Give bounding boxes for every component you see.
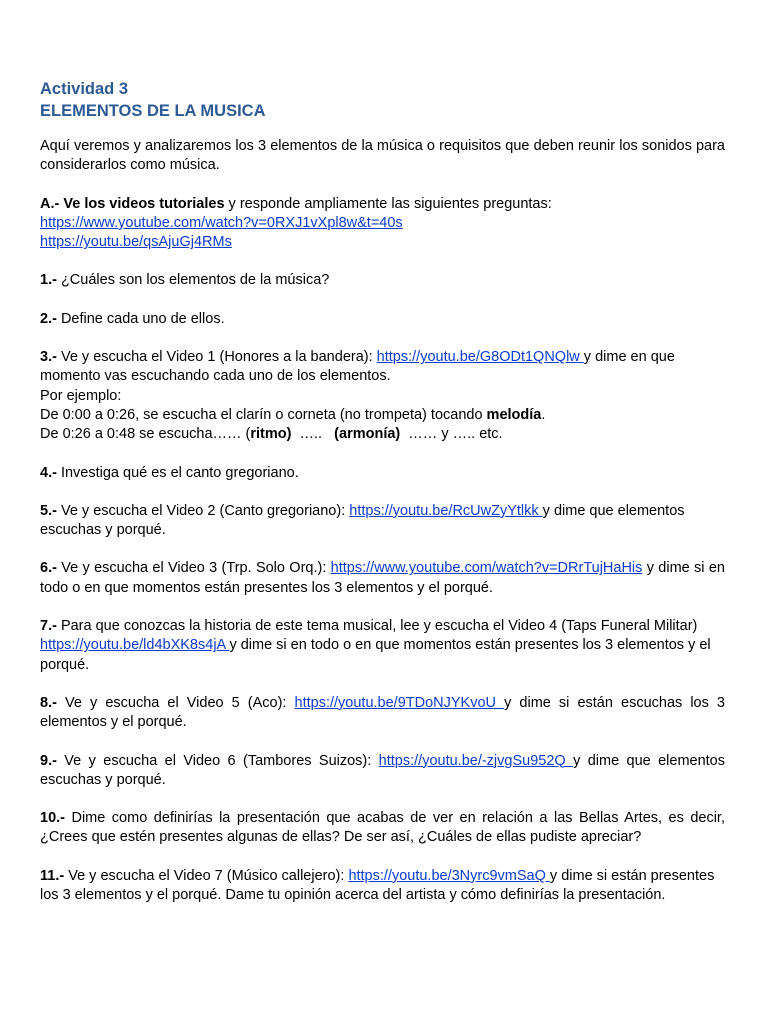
question-2-text: Define cada uno de ellos. (56, 310, 225, 327)
question-5-text: Ve y escucha el Video 2 (Canto gregoriano): (56, 502, 350, 519)
question-3 (40, 348, 725, 444)
question-1 (40, 271, 725, 290)
question-8-number: 8.- (40, 694, 57, 711)
video-3-link[interactable]: https://www.youtube.com/watch?v=DRrTujHaHis (330, 560, 643, 577)
question-9 (40, 752, 725, 791)
example-2-dots: ….. (291, 426, 335, 443)
tutorial-link-2[interactable]: https://youtu.be/qsAjuGj4RMs (40, 234, 232, 251)
question-7-text: Para que conozcas la historia de este tema musical, lee y escucha el Video 4 (Taps Funeral Militar) (56, 618, 698, 635)
question-6-text-end: y dime si en todo o en que momentos están presentes los 3 elementos y el porqué. (40, 560, 725, 596)
question-5 (40, 502, 725, 541)
question-4 (40, 464, 725, 483)
example-line-1 (40, 406, 725, 425)
intro-paragraph: Aquí veremos y analizaremos los 3 elementos de la música o requisitos que deben reunir los sonidos para considerarlos como música. (40, 138, 725, 174)
tutorial-link-1[interactable]: https://www.youtube.com/watch?v=0RXJ1vXpl8w&t=40s (40, 214, 403, 231)
question-1-number: 1.- (40, 272, 57, 289)
video-7-link[interactable]: https://youtu.be/3Nyrc9vmSaQ (348, 867, 550, 884)
video-5-link[interactable]: https://youtu.be/9TDoNJYKvoU (294, 694, 505, 711)
question-2 (40, 310, 725, 329)
question-9-text-end: y dime que elementos escuchas y porqué. (40, 752, 726, 788)
section-a-label: A.- Ve los videos tutoriales (40, 195, 225, 212)
example-1-bold: melodía (486, 406, 542, 423)
example-2-end: …… y ….. etc. (400, 426, 503, 443)
question-11-number: 11.- (40, 867, 65, 884)
question-6-number: 6.- (40, 560, 57, 577)
question-8-text-end: y dime si están escuchas los 3 elementos y el porqué. (40, 694, 725, 731)
question-8 (40, 694, 725, 733)
question-11-text: Ve y escucha el Video 7 (Músico callejero): (64, 867, 349, 884)
section-a-text: y responde ampliamente las siguientes preguntas: (224, 195, 552, 212)
question-1-text: ¿Cuáles son los elementos de la música? (56, 272, 330, 289)
section-a (40, 195, 725, 253)
example-2-bold-armonia: (armonía) (334, 426, 401, 443)
question-8-text: Ve y escucha el Video 5 (Aco): (56, 694, 295, 711)
page-title: ELEMENTOS DE LA MUSICA (40, 102, 266, 120)
video-4-link[interactable]: https://youtu.be/ld4bXK8s4jA (40, 637, 230, 654)
example-line-2 (40, 425, 725, 444)
example-1-text: De 0:00 a 0:26, se escucha el clarín o corneta (no trompeta) tocando (40, 406, 487, 423)
question-7 (40, 617, 725, 675)
video-1-link[interactable]: https://youtu.be/G8ODt1QNQlw (376, 349, 584, 366)
video-6-link[interactable]: https://youtu.be/-zjvgSu952Q (378, 752, 574, 769)
example-2-text: De 0:26 a 0:48 se escucha…… ( (40, 426, 251, 443)
question-3-text-end: y dime en que momento vas escuchando cada uno de los elementos. (40, 349, 675, 385)
activity-number: Actividad 3 (40, 80, 129, 98)
question-2-number: 2.- (40, 310, 57, 327)
question-7-text-end: y dime si en todo o en que momentos están presentes los 3 elementos y el porqué. (40, 637, 711, 673)
example-2-bold-ritmo: ritmo) (250, 426, 292, 443)
question-9-text: Ve y escucha el Video 6 (Tambores Suizos): (56, 752, 379, 769)
question-3-text: Ve y escucha el Video 1 (Honores a la bandera): (56, 349, 377, 366)
question-10-number: 10.- (40, 810, 65, 827)
question-5-text-end: y dime que elementos escuchas y porqué. (40, 502, 685, 539)
question-10-text: Dime como definirías la presentación que acabas de ver en relación a las Bellas Artes, es decir, ¿Crees que estén presentes algunas de ellas? De ser así, ¿Cuáles de ellas pudiste apreciar? (40, 810, 725, 846)
question-6 (40, 559, 725, 598)
question-10 (40, 809, 725, 848)
example-label: Por ejemplo: (40, 387, 122, 404)
question-3-number: 3.- (40, 349, 57, 366)
question-7-number: 7.- (40, 618, 57, 635)
question-6-text: Ve y escucha el Video 3 (Trp. Solo Orq.): (56, 560, 331, 577)
question-11 (40, 867, 725, 906)
question-5-number: 5.- (40, 502, 57, 519)
example-1-end: . (541, 406, 546, 423)
question-11-text-end: y dime si están presentes los 3 elementos y el porqué. Dame tu opinión acerca del artista y cómo definirías la presentación. (40, 867, 715, 904)
question-4-text: Investiga qué es el canto gregoriano. (56, 464, 299, 481)
question-4-number: 4.- (40, 464, 57, 481)
question-9-number: 9.- (40, 752, 57, 769)
video-2-link[interactable]: https://youtu.be/RcUwZyYtlkk (349, 502, 543, 519)
